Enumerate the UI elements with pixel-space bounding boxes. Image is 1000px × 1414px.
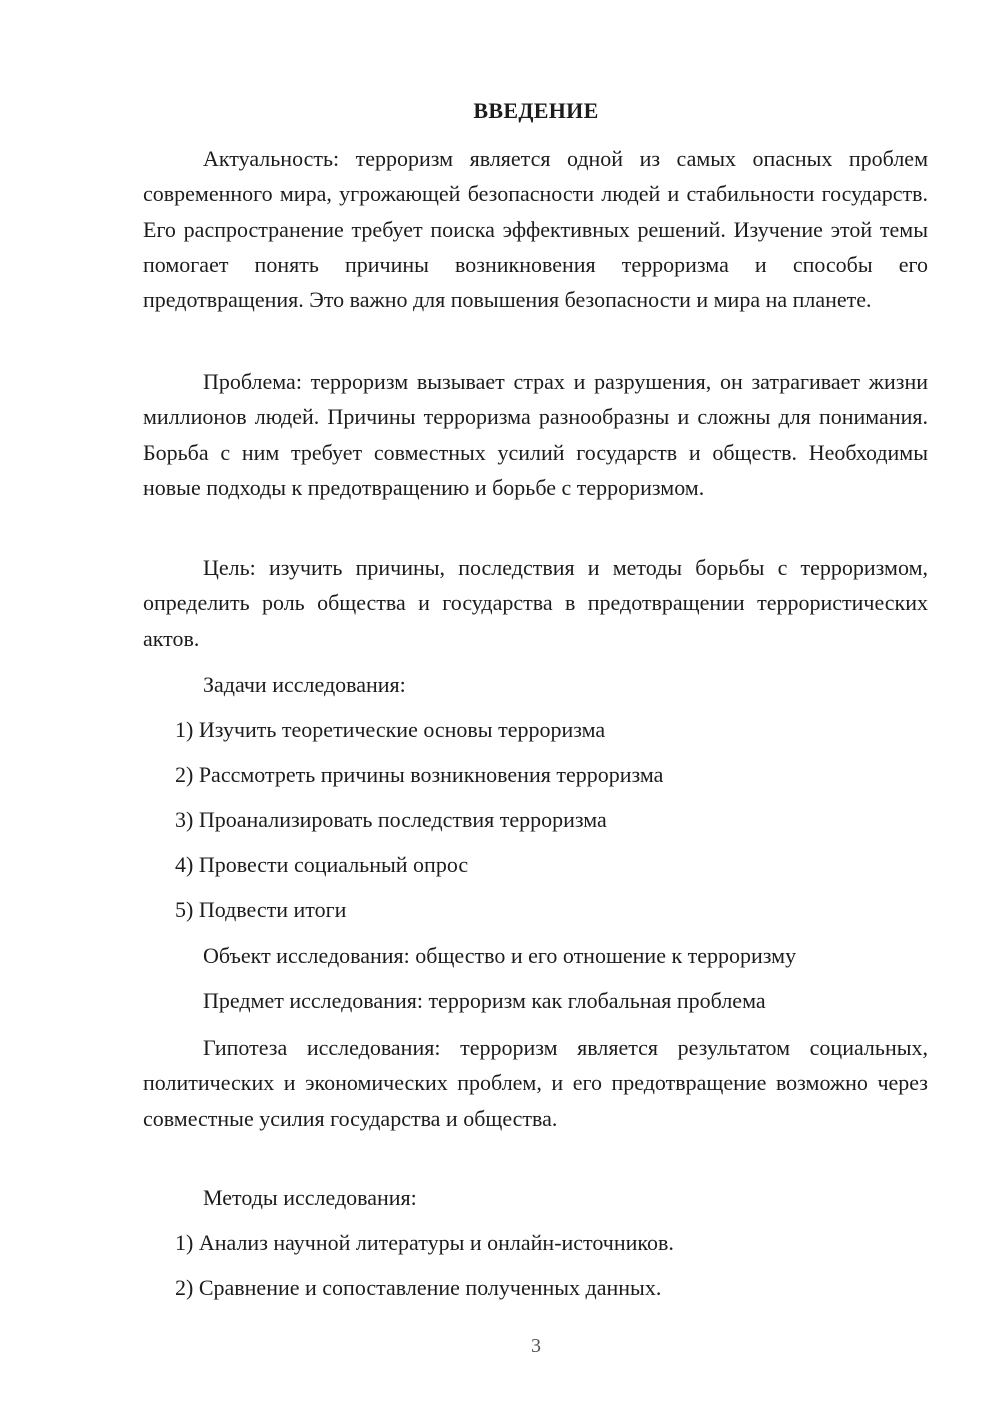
page-number: 3	[531, 1335, 541, 1357]
task-item: 3) Проанализировать последствия терроризма	[175, 807, 607, 832]
subject-line: Предмет исследования: терроризм как глобальная проблема	[203, 988, 766, 1013]
task-item: 5) Подвести итоги	[175, 897, 347, 922]
task-item: 4) Провести социальный опрос	[175, 852, 469, 877]
goal-paragraph: Цель: изучить причины, последствия и методы борьбы с терроризмом, определить роль общества и государства в предотвращении террористических актов.	[143, 555, 928, 651]
section-heading: ВВЕДЕНИЕ	[473, 98, 599, 123]
method-item: 2) Сравнение и сопоставление полученных данных.	[175, 1275, 662, 1300]
method-item: 1) Анализ научной литературы и онлайн-источников.	[175, 1230, 674, 1255]
methods-title: Методы исследования:	[203, 1185, 417, 1210]
object-line: Объект исследования: общество и его отношение к терроризму	[203, 943, 797, 968]
tasks-title: Задачи исследования:	[203, 672, 406, 697]
hypothesis-paragraph: Гипотеза исследования: терроризм является результатом социальных, политических и экономических проблем, и его предотвращение возможно через совместные усилия государства и общества.	[143, 1035, 928, 1131]
problem-paragraph: Проблема: терроризм вызывает страх и разрушения, он затрагивает жизни миллионов людей. Причины терроризма разнообразны и сложны для понимания. Борьба с ним требует совместных усилий государств и обществ. Необходимы новые подходы к предотвращению и борьбе с терроризмом.	[143, 369, 928, 500]
task-item: 1) Изучить теоретические основы терроризма	[175, 717, 606, 742]
task-item: 2) Рассмотреть причины возникновения терроризма	[175, 762, 664, 787]
relevance-paragraph: Актуальность: терроризм является одной из самых опасных проблем современного мира, угрожающей безопасности людей и стабильности государств. Его распространение требует поиска эффективных решений. Изучение этой темы помогает понять причины возникновения терроризма и способы его предотвращения. Это важно для повышения безопасности и мира на планете.	[143, 146, 928, 313]
